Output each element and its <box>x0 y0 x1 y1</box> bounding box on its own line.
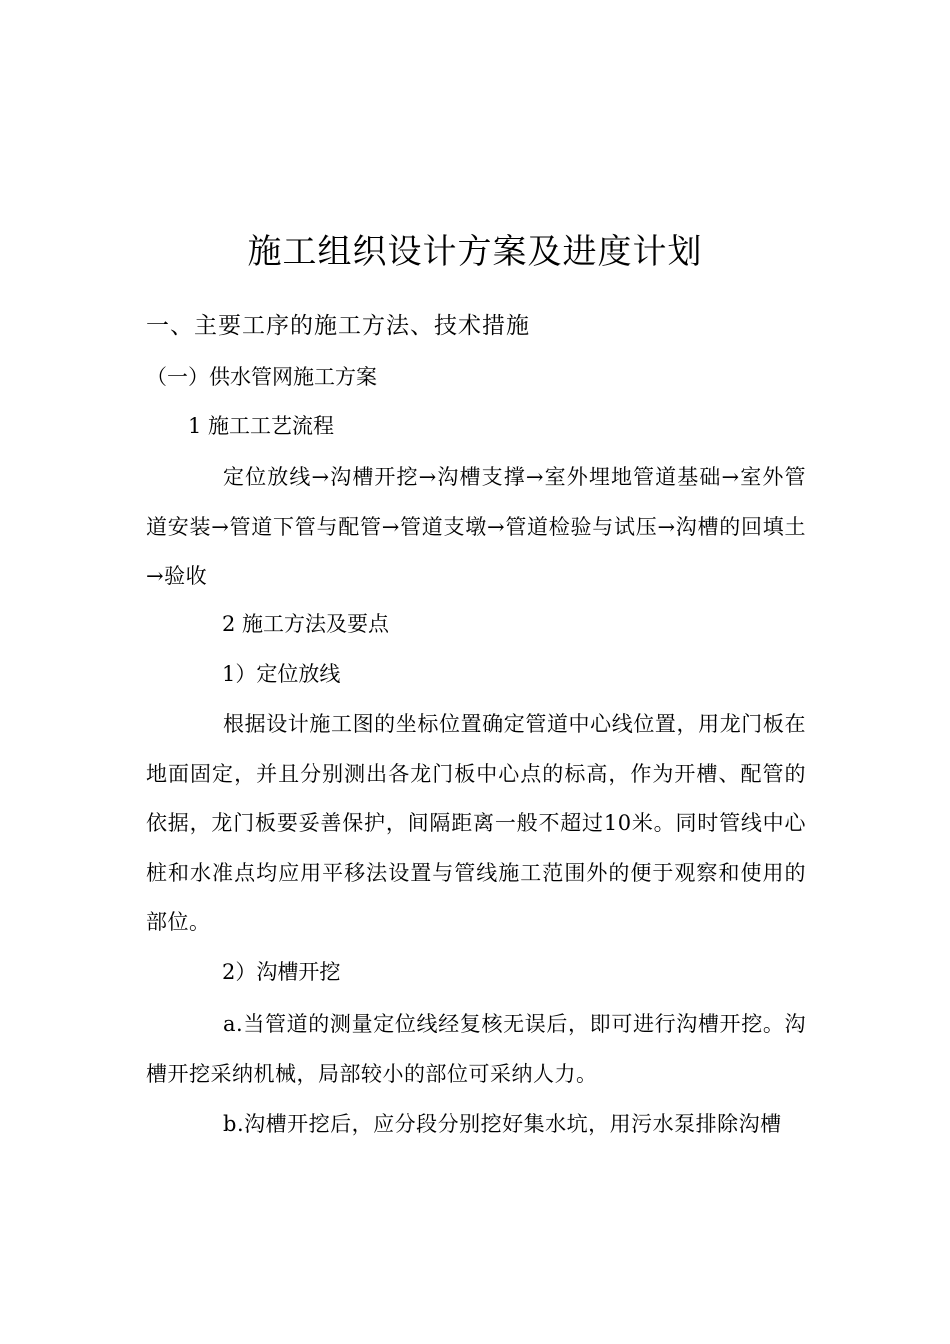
item-heading-methods: 2 施工方法及要点 <box>222 612 390 636</box>
paragraph-item-a: a.当管道的测量定位线经复核无误后，即可进行沟槽开挖。沟槽开挖采纳机械，局部较小的部位可采纳人力。 <box>146 1012 806 1086</box>
paragraph-item-b: b.沟槽开挖后，应分段分别挖好集水坑，用污水泵排除沟槽 <box>223 1112 782 1136</box>
step-heading-trench-excavation: 2）沟槽开挖 <box>222 960 341 984</box>
paragraph-process-flow: 定位放线→沟槽开挖→沟槽支撑→室外埋地管道基础→室外管道安装→管道下管与配管→管道支墩→管道检验与试压→沟槽的回填土→验收 <box>146 465 806 588</box>
document-title: 施工组织设计方案及进度计划 <box>247 232 703 272</box>
subsection-heading: （一）供水管网施工方案 <box>146 365 377 389</box>
step-heading-positioning: 1）定位放线 <box>222 662 341 686</box>
item-heading-process-flow: 1 施工工艺流程 <box>188 414 335 438</box>
section-heading: 一、主要工序的施工方法、技术措施 <box>146 313 530 339</box>
paragraph-positioning: 根据设计施工图的坐标位置确定管道中心线位置，用龙门板在地面固定，并且分别测出各龙门板中心点的标高，作为开槽、配管的依据，龙门板要妥善保护，间隔距离一般不超过10米。同时管线中心桩和水准点均应用平移法设置与管线施工范围外的便于观察和使用的部位。 <box>146 712 806 934</box>
